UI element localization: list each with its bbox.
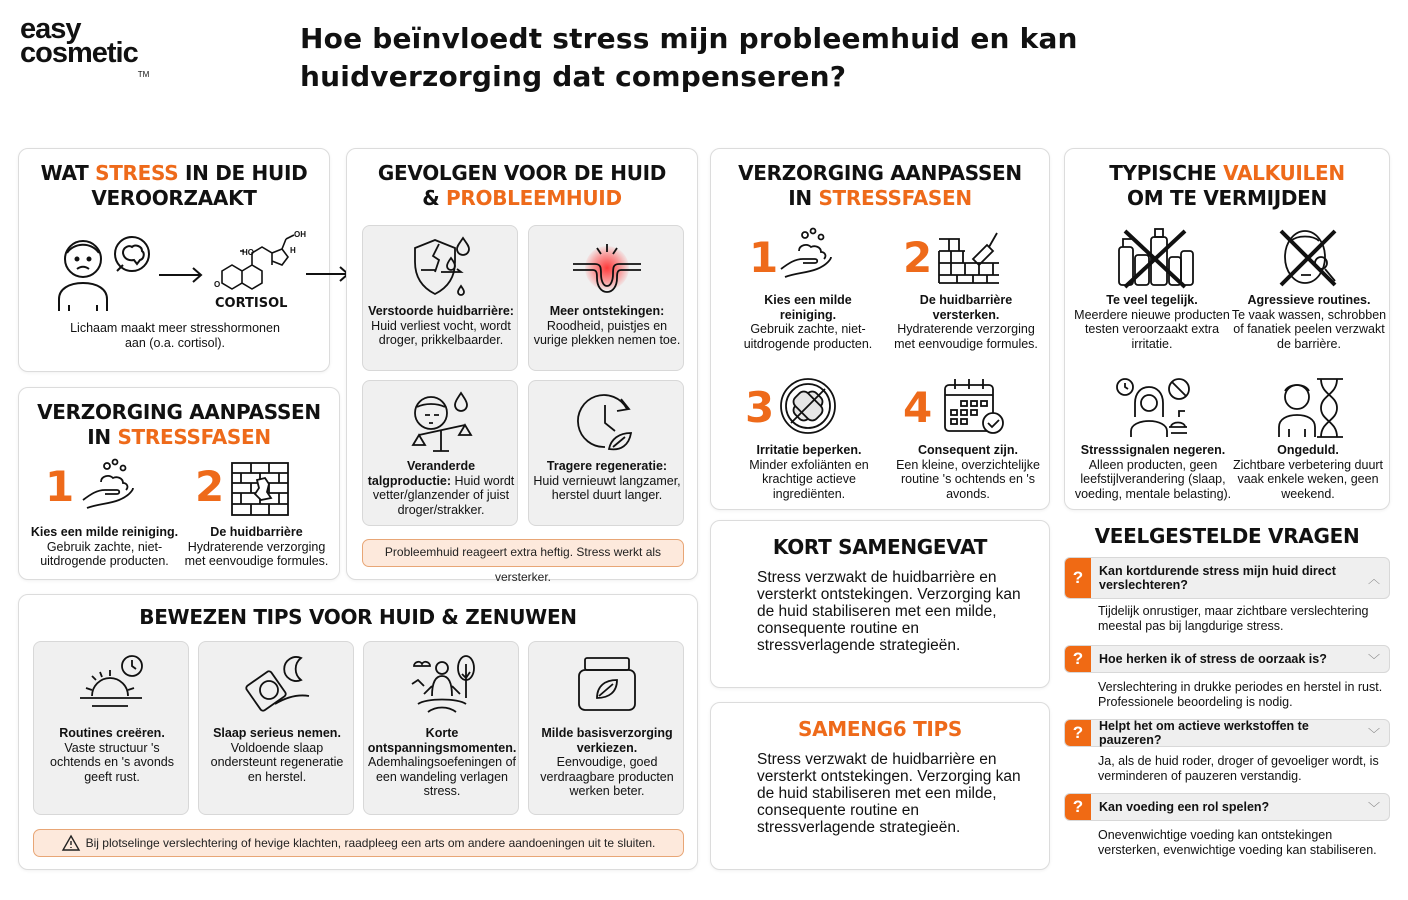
foam-hand-icon <box>81 460 139 510</box>
tip-item <box>528 641 684 815</box>
faq-answer: Tijdelijk onrustiger, maar zichtbare verslechtering meestal pas bij langdurige stress. <box>1098 604 1369 633</box>
step-number: 2 <box>903 233 933 282</box>
summary-tips-text: Stress verzwakt de huidbarrière en versterkt ontstekingen. Verzorging kan de huid stabiliseren met een milde, consequente routine en stressverlagende strategieën. <box>757 751 1021 836</box>
tip-text: Slaap serieus nemen. Voldoende slaap ondersteunt regeneratie en herstel. <box>210 726 344 784</box>
pitfalls-card <box>1064 148 1390 510</box>
clock-leaf-icon <box>575 391 637 455</box>
step-text: De huidbarrière versterken. Hydraterende verzorging met eenvoudige formules. <box>894 293 1038 351</box>
stress-cause-card <box>18 148 330 372</box>
step-text: Kies een milde reiniging. Gebruik zachte, niet-uitdrogende producten. <box>30 525 179 568</box>
brick-wall-icon <box>231 462 289 516</box>
meditation-tree-icon <box>410 654 476 716</box>
stressed-person-icon <box>53 235 113 315</box>
effect-text: Tragere regeneratie: Huid vernieuwt langzamer, herstel duurt langer. <box>533 459 681 502</box>
person-clock-food-icon <box>1115 377 1191 439</box>
tip-text: Routines creëren. Vaste structuur 's ochtends en 's avonds geeft rust. <box>50 726 174 784</box>
tip-text: Milde basisverzorging verkiezen. Eenvoudige, goed verdraagbare producten werken beter. <box>540 726 674 798</box>
arrow-right-icon <box>159 267 205 283</box>
faq-question[interactable] <box>1064 793 1390 821</box>
brain-thought-icon <box>111 235 153 277</box>
effect-text: Meer ontstekingen: Roodheid, puistjes en vurige plekken nemen toe. <box>533 304 681 347</box>
faq-question[interactable] <box>1064 645 1390 673</box>
faq-answer: Verslechtering in drukke periodes en herstel in rust. Professionele beoordeling is nodig. <box>1098 680 1383 709</box>
amplifier-notice: Probleemhuid reageert extra heftig. Stress werkt als versterker. <box>362 539 684 567</box>
care-adjust-card <box>710 148 1050 510</box>
faq-question-text: Hoe herken ik of stress de oorzaak is? <box>1099 652 1327 666</box>
question-mark-icon: ? <box>1065 646 1091 672</box>
faq-title: VEELGESTELDE VRAGEN <box>1094 524 1360 548</box>
card-title: WAT STRESS IN DE HUID VEROORZAAKT <box>40 161 308 210</box>
step-text: Consequent zijn. Een kleine, overzichtelijke routine 's ochtends en 's avonds. <box>896 443 1040 501</box>
page-title: Hoe beïnvloedt stress mijn probleemhuid en kan huidverzorging dat compenseren? <box>300 22 1078 93</box>
tip-item <box>33 641 189 815</box>
crossed-scrub-face-icon <box>1277 227 1339 289</box>
card-title: VERZORGING AANPASSEN IN STRESSFASEN <box>37 400 321 449</box>
sleeping-moon-icon <box>245 654 311 716</box>
summary-text: Stress verzwakt de huidbarrière en versterkt ontstekingen. Verzorging kan de huid stabiliseren met een milde, consequente routine en stressverlagende strategieën. <box>757 569 1021 654</box>
warning-text: Bij plotselinge verslechtering of hevige klachten, raadpleeg een arts om andere aandoeningen uit te sluiten. <box>85 836 656 850</box>
card-title: BEWEZEN TIPS VOOR HUID & ZENUWEN <box>139 605 577 629</box>
effect-item <box>528 225 684 371</box>
logo-line-1: easy <box>20 13 81 45</box>
faq-question[interactable] <box>1064 719 1390 747</box>
cortisol-molecule-icon <box>214 231 304 289</box>
step-number: 4 <box>903 383 933 432</box>
faq-question-text: Kan kortdurende stress mijn huid direct verslechteren? <box>1099 564 1336 592</box>
step-text: Kies een milde reiniging. Gebruik zachte, niet-uitdrogende producten. <box>743 293 873 351</box>
card-title: SAMENG6 TIPS <box>797 717 963 741</box>
svg-text:H: H <box>290 246 296 255</box>
faq-question-text: Kan voeding een rol spelen? <box>1099 800 1270 814</box>
card-title: VERZORGING AANPASSEN IN STRESSFASEN <box>738 161 1022 210</box>
no-bandage-icon <box>779 377 837 435</box>
step-text: De huidbarrière Hydraterende verzorging met eenvoudige formules. <box>184 525 329 568</box>
care-adjust-card-small <box>18 387 340 580</box>
doctor-warning <box>33 829 684 857</box>
effect-text: Veranderde talgproductie: Huid wordt vetter/glanzender of juist droger/strakker. <box>367 459 515 517</box>
card-title: KORT SAMENGEVAT <box>772 535 988 559</box>
svg-text:O: O <box>214 280 221 289</box>
tip-item <box>363 641 519 815</box>
pitfall-text: Stresssignalen negeren. Alleen producten, geen leefstijlverandering (slaap, voeding, mentale belasting). <box>1074 443 1232 501</box>
step-text: Irritatie beperken. Minder exfoliänten en krachtige actieve ingrediënten. <box>749 443 869 501</box>
faq-question[interactable] <box>1064 557 1390 599</box>
faq-answer: Onevenwichtige voeding kan ontstekingen versterken, evenwichtige voeding kan stabiliseren. <box>1098 828 1377 857</box>
brand-logo[interactable] <box>20 13 150 79</box>
tip-text: Korte ontspanningsmomenten. Ademhalingsoefeningen of een wandeling verlagen stress. <box>367 726 517 798</box>
pitfall-text: Agressieve routines. Te vaak wassen, schrobben of fanatiek peelen verzwakt de barrière. <box>1231 293 1387 351</box>
effect-item <box>528 380 684 526</box>
chevron-up-icon[interactable]: ︿ <box>1367 571 1380 586</box>
cortisol-label: CORTISOL <box>215 296 288 311</box>
chevron-down-icon[interactable]: ﹀ <box>1367 800 1380 815</box>
step-number: 1 <box>45 462 75 511</box>
proven-tips-card <box>18 594 698 870</box>
person-hourglass-icon <box>1277 377 1345 439</box>
pitfall-text: Te veel tegelijk. Meerdere nieuwe producten testen veroorzaakt extra irritatie. <box>1074 293 1230 351</box>
effect-item <box>362 225 518 371</box>
question-mark-icon: ? <box>1065 558 1091 598</box>
step-number: 2 <box>195 462 225 511</box>
faq-answer: Ja, als de huid roder, droger of gevoeliger wordt, is verminderen of pauzeren verstandig. <box>1098 754 1379 783</box>
tip-item <box>198 641 354 815</box>
brick-wall-trowel-icon <box>937 229 1001 285</box>
logo-line-2: cosmeticTM <box>20 36 150 79</box>
faq-question-text: Helpt het om actieve werkstoffen te pauzeren? <box>1099 719 1309 747</box>
svg-text:OH: OH <box>294 230 306 239</box>
pitfall-text: Ongeduld. Zichtbare verbetering duurt vaak enkele weken, geen weekend. <box>1232 443 1384 501</box>
cracked-shield-icon <box>411 236 473 298</box>
chevron-down-icon[interactable]: ﹀ <box>1367 652 1380 667</box>
chevron-down-icon[interactable]: ﹀ <box>1367 726 1380 741</box>
warning-triangle-icon <box>62 835 80 851</box>
inflamed-pore-icon <box>573 240 641 296</box>
step-number: 1 <box>749 233 779 282</box>
question-mark-icon: ? <box>1065 794 1091 820</box>
effect-text: Verstoorde huidbarrière: Huid verliest vocht, wordt droger, prikkelbaarder. <box>368 304 514 347</box>
skin-effects-card <box>346 148 698 584</box>
card-title: GEVOLGEN VOOR DE HUID & PROBLEEMHUID <box>377 161 667 210</box>
foam-hand-icon <box>779 229 837 279</box>
cause-description: Lichaam maakt meer stresshormonen aan (o.a. cortisol). <box>70 321 280 350</box>
calendar-check-icon <box>943 377 1005 435</box>
question-mark-icon: ? <box>1065 720 1091 746</box>
svg-text:HO: HO <box>242 248 254 257</box>
card-title: TYPISCHE VALKUILEN OM TE VERMIJDEN <box>1109 161 1345 210</box>
effect-item <box>362 380 518 526</box>
face-balance-icon <box>407 391 473 455</box>
leaf-jar-icon <box>577 656 637 712</box>
step-number: 3 <box>745 383 775 432</box>
crossed-products-icon <box>1115 227 1195 289</box>
sunrise-clock-icon <box>78 654 146 712</box>
